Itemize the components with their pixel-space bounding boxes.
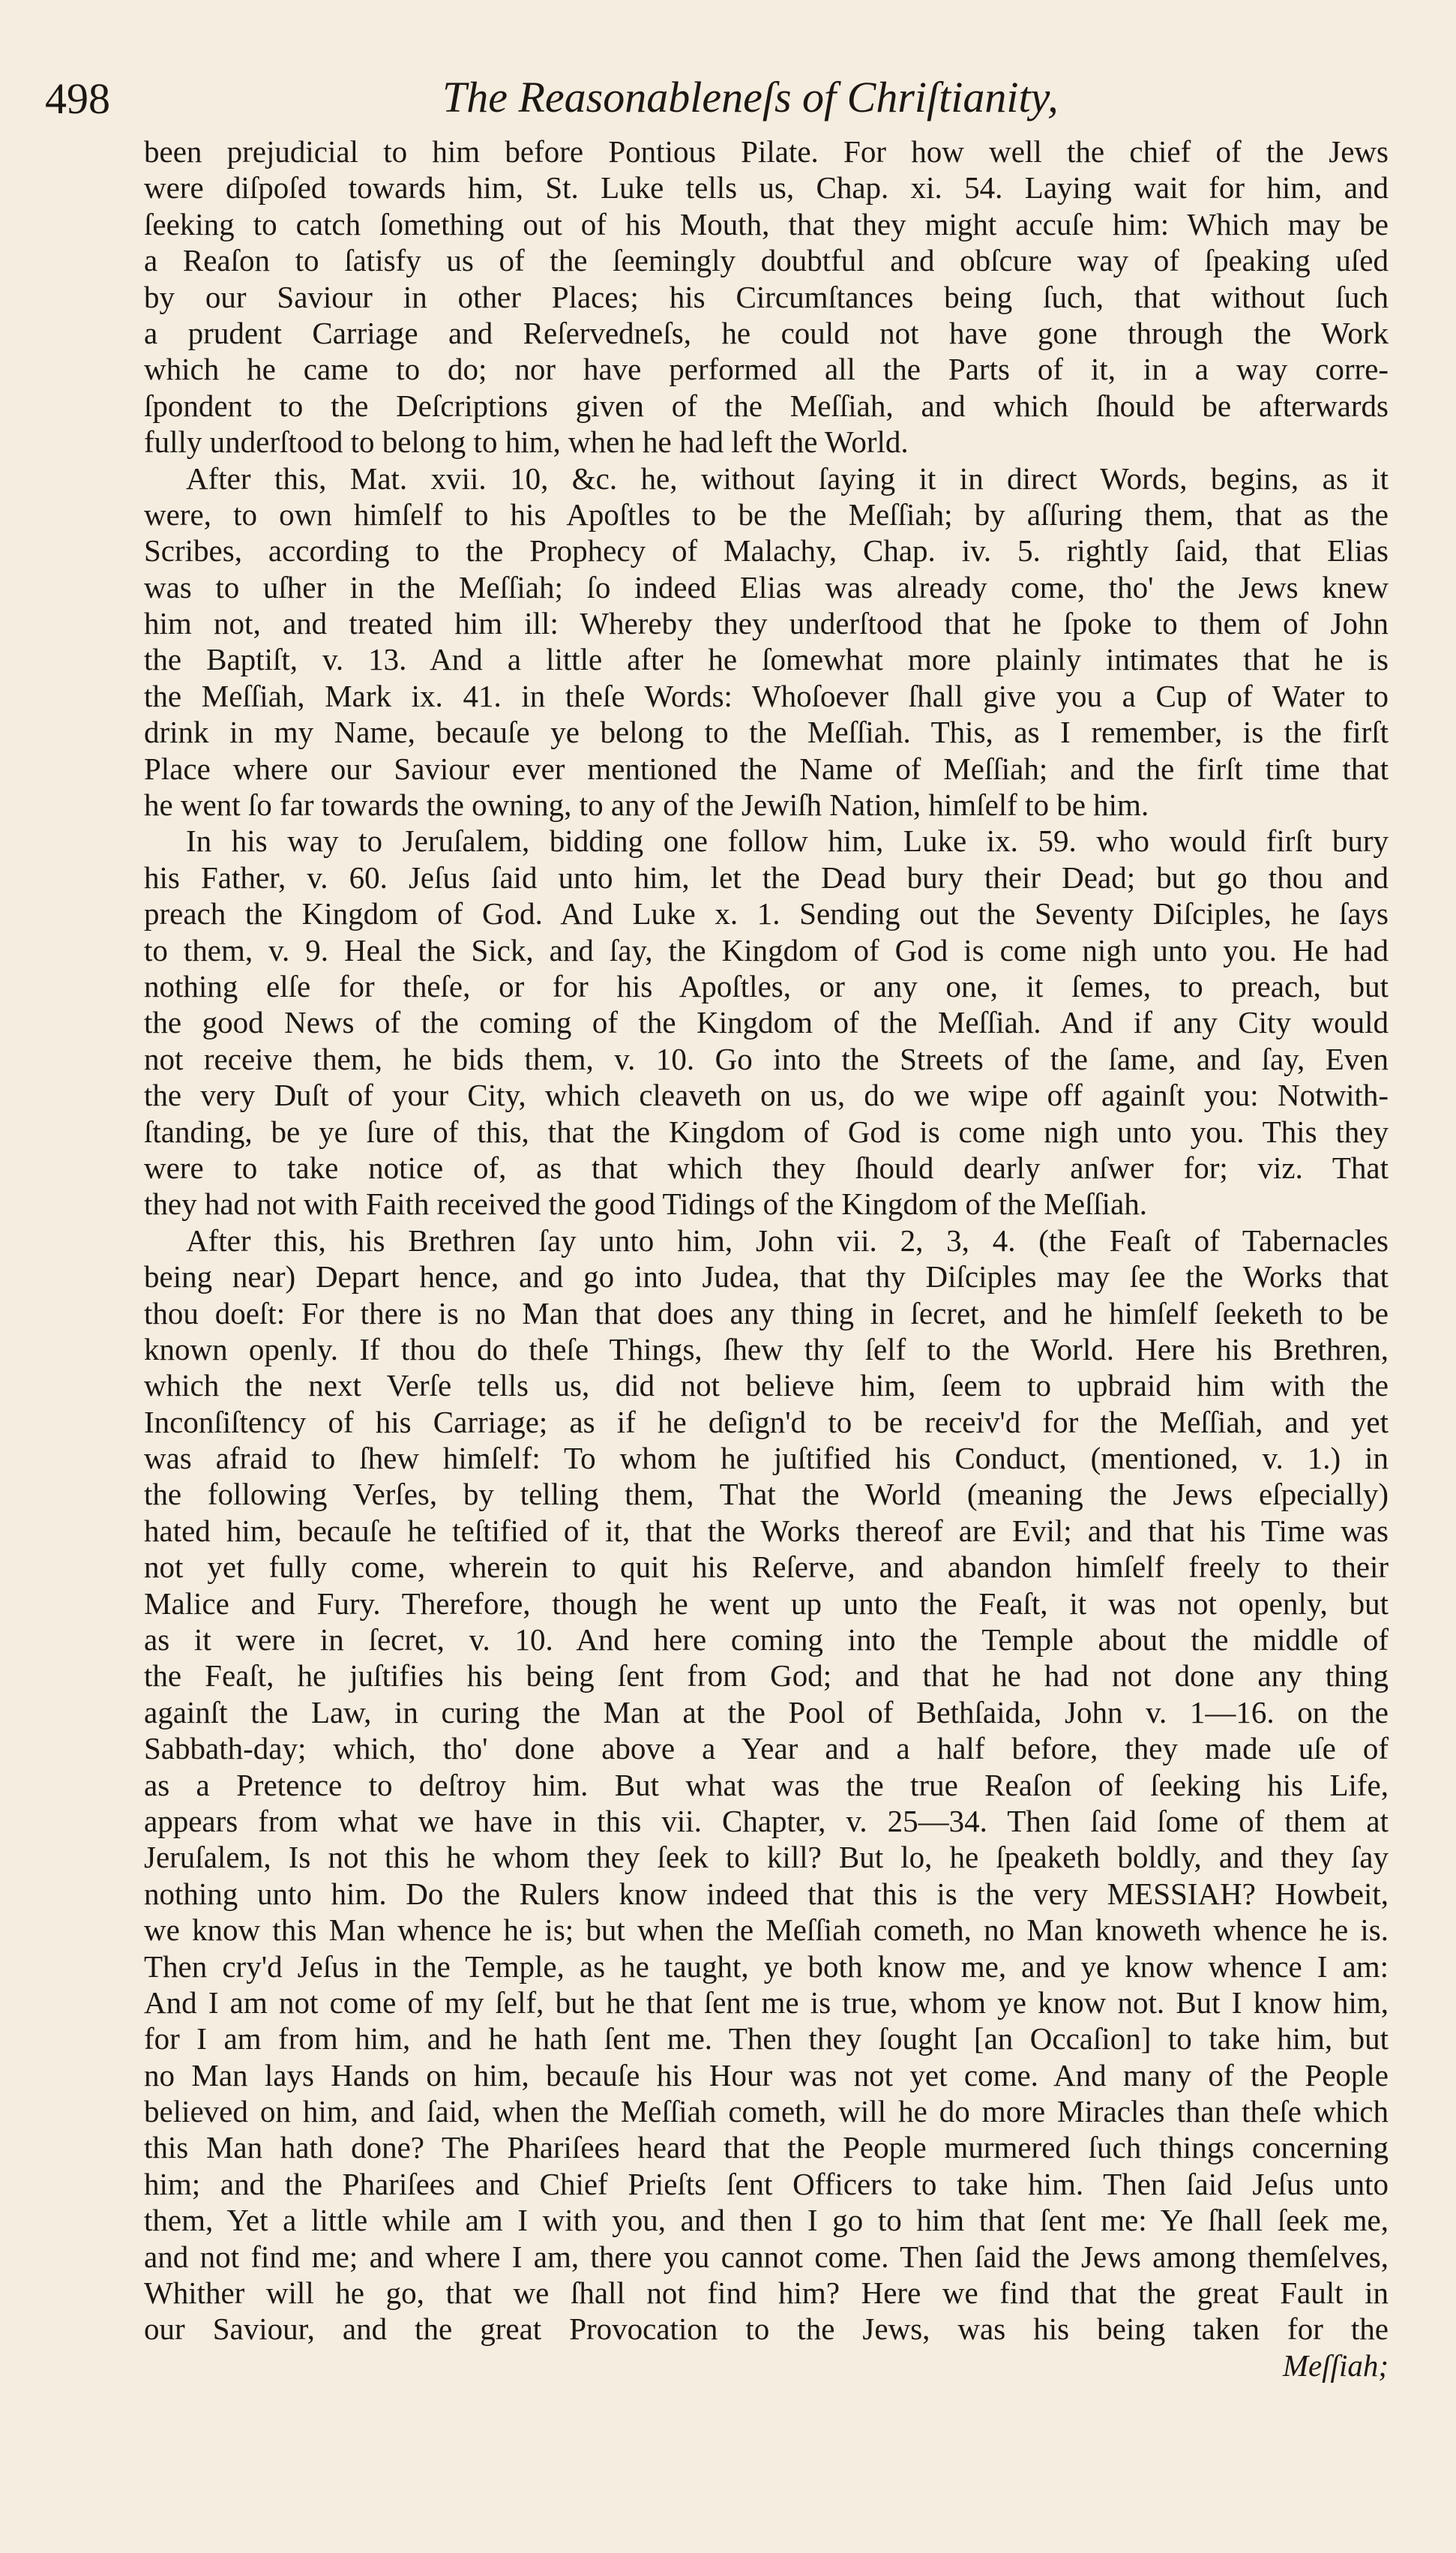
text-line: And I am not come of my ſelf, but he that ſent me is true, whom ye know not. But I know him, [144, 1984, 1389, 2020]
text-line: againſt the Law, in curing the Man at the Pool of Bethſaida, John v. 1—16. on the [144, 1694, 1389, 1730]
text-line: hated him, becauſe he teſtified of it, that the Works thereof are Evil; and that his Time was [144, 1513, 1389, 1548]
text-line: After this, his Brethren ſay unto him, John vii. 2, 3, 4. (the Feaſt of Tabernacles [186, 1222, 1389, 1258]
text-line: were to take notice of, as that which they ſhould dearly anſwer for; viz. That [144, 1150, 1389, 1185]
text-line: was to uſher in the Meſſiah; ſo indeed Elias was already come, tho' the Jews knew [144, 569, 1389, 604]
text-line: the Baptiſt, v. 13. And a little after he ſomewhat more plainly intimates that he is [144, 642, 1389, 677]
text-line: which the next Verſe tells us, did not believe him, ſeem to upbraid him with the [144, 1368, 1389, 1403]
text-line: his Father, v. 60. Jeſus ſaid unto him, let the Dead bury their Dead; but go thou and [144, 860, 1389, 895]
text-line: which he came to do; nor have performed all the Parts of it, in a way corre- [144, 352, 1389, 387]
text-line: being near) Depart hence, and go into Judea, that thy Diſciples may ſee the Works that [144, 1259, 1389, 1294]
text-line: our Saviour, and the great Provocation to the Jews, was his being taken for the [144, 2312, 1389, 2347]
text-line: After this, Mat. xvii. 10, &c. he, without ſaying it in direct Words, begins, as it [186, 460, 1389, 496]
text-line: thou doeſt: For there is no Man that does any thing in ſecret, and he himſelf ſeeketh to be [144, 1295, 1389, 1330]
text-line: was afraid to ſhew himſelf: To whom he juſtified his Conduct, (mentioned, v. 1.) in [144, 1441, 1389, 1476]
text-line: they had not with Faith received the good Tidings of the Kingdom of the Meſſiah. [144, 1186, 1148, 1222]
text-line: appears from what we have in this vii. Chapter, v. 25—34. Then ſaid ſome of them at [144, 1803, 1389, 1838]
text-line: the following Verſes, by telling them, That the World (meaning the Jews eſpecially) [144, 1477, 1389, 1512]
text-line: nothing unto him. Do the Rulers know indeed that this is the very MESSIAH? Howbeit, [144, 1876, 1389, 1911]
running-title: The Reasonableneſs of Chriſtianity, [442, 73, 1059, 122]
text-line: Scribes, according to the Prophecy of Malachy, Chap. iv. 5. rightly ſaid, that Elias [144, 533, 1389, 568]
text-line: for I am from him, and he hath ſent me. Then they ſought [an Occaſion] to take him, but [144, 2021, 1389, 2056]
text-line: were diſpoſed towards him, St. Luke tells us, Chap. xi. 54. Laying wait for him, and [144, 170, 1389, 206]
text-line: were, to own himſelf to his Apoſtles to be the Meſſiah; by aſſuring them, that as the [144, 496, 1389, 532]
text-line: Malice and Fury. Therefore, though he went up unto the Feaſt, it was not openly, but [144, 1586, 1389, 1621]
body-text [144, 134, 1389, 2384]
text-line: believed on him, and ſaid, when the Meſſiah cometh, will he do more Miracles than theſe which [144, 2094, 1389, 2129]
text-line: him; and the Phariſees and Chief Prieſts ſent Officers to take him. Then ſaid Jeſus unto [144, 2166, 1389, 2201]
text-line: ſtanding, be ye ſure of this, that the Kingdom of God is come nigh unto you. This they [144, 1114, 1389, 1149]
text-line: Whither will he go, that we ſhall not find him? Here we find that the great Fault in [144, 2276, 1389, 2311]
text-line: him not, and treated him ill: Whereby they underſtood that he ſpoke to them of John [144, 606, 1389, 641]
text-line: not receive them, he bids them, v. 10. Go into the Streets of the ſame, and ſay, Even [144, 1041, 1389, 1076]
text-line: this Man hath done? The Phariſees heard that the People murmered ſuch things concerning [144, 2130, 1389, 2165]
text-line: them, Yet a little while am I with you, and then I go to him that ſent me: Ye ſhall ſeek me, [144, 2203, 1389, 2238]
text-line: we know this Man whence he is; but when the Meſſiah cometh, no Man knoweth whence he is. [144, 1912, 1389, 1948]
text-line: known openly. If thou do theſe Things, ſhew thy ſelf to the World. Here his Brethren, [144, 1331, 1389, 1366]
text-line: not yet fully come, wherein to quit his Reſerve, and abandon himſelf freely to their [144, 1550, 1389, 1585]
text-line: and not find me; and where I am, there you cannot come. Then ſaid the Jews among themſelves, [144, 2239, 1389, 2274]
text-line: fully underſtood to belong to him, when he had left the World. [144, 424, 909, 460]
text-line: the Meſſiah, Mark ix. 41. in theſe Words: Whoſoever ſhall give you a Cup of Water to [144, 678, 1389, 713]
text-line: Jeruſalem, Is not this he whom they ſeek to kill? But lo, he ſpeaketh boldly, and they ſay [144, 1840, 1389, 1875]
text-line: ſeeking to catch ſomething out of his Mouth, that they might accuſe him: Which may be [144, 206, 1389, 242]
text-line: preach the Kingdom of God. And Luke x. 1. Sending out the Seventy Diſciples, he ſays [144, 896, 1389, 932]
text-line: Sabbath-day; which, tho' done above a Year and a half before, they made uſe of [144, 1731, 1389, 1766]
text-line: Inconſiſtency of his Carriage; as if he deſign'd to be receiv'd for the Meſſiah, and yet [144, 1404, 1389, 1439]
text-line: by our Saviour in other Places; his Circumſtances being ſuch, that without ſuch [144, 279, 1389, 314]
text-line: ſpondent to the Deſcriptions given of the Meſſiah, and which ſhould be afterwards [144, 388, 1389, 423]
page-number: 498 [45, 74, 110, 123]
text-line: he went ſo far towards the owning, to any of the Jewiſh Nation, himſelf to be him. [144, 788, 1149, 823]
text-line: the very Duſt of your City, which cleaveth on us, do we wipe off againſt you: Notwith- [144, 1078, 1389, 1113]
catchword: Meſſiah; [1282, 2348, 1389, 2383]
text-line: nothing elſe for theſe, or for his Apoſtles, or any one, it ſemes, to preach, but [144, 968, 1389, 1004]
text-line: a prudent Carriage and Reſervedneſs, he could not have gone through the Work [144, 315, 1389, 350]
text-line: drink in my Name, becauſe ye belong to the Meſſiah. This, as I remember, is the firſt [144, 715, 1389, 750]
text-line: been prejudicial to him before Pontious Pilate. For how well the chief of the Jews [144, 134, 1389, 169]
text-line: In his way to Jeruſalem, bidding one follow him, Luke ix. 59. who would firſt bury [186, 824, 1389, 859]
text-line: Then cry'd Jeſus in the Temple, as he taught, ye both know me, and ye know whence I am: [144, 1948, 1389, 1984]
text-line: a Reaſon to ſatisfy us of the ſeemingly doubtful and obſcure way of ſpeaking uſed [144, 243, 1389, 278]
text-line: the Feaſt, he juſtifies his being ſent from God; and that he had not done any thing [144, 1658, 1389, 1694]
text-line: the good News of the coming of the Kingdom of the Meſſiah. And if any City would [144, 1005, 1389, 1040]
text-line: to them, v. 9. Heal the Sick, and ſay, the Kingdom of God is come nigh unto you. He had [144, 932, 1389, 968]
text-line: as a Pretence to deſtroy him. But what was the true Reaſon of ſeeking his Life, [144, 1767, 1389, 1802]
text-line: as it were in ſecret, v. 10. And here coming into the Temple about the middle of [144, 1622, 1389, 1658]
text-line: no Man lays Hands on him, becauſe his Hour was not yet come. And many of the People [144, 2057, 1389, 2092]
text-line: Place where our Saviour ever mentioned the Name of Meſſiah; and the firſt time that [144, 751, 1389, 786]
